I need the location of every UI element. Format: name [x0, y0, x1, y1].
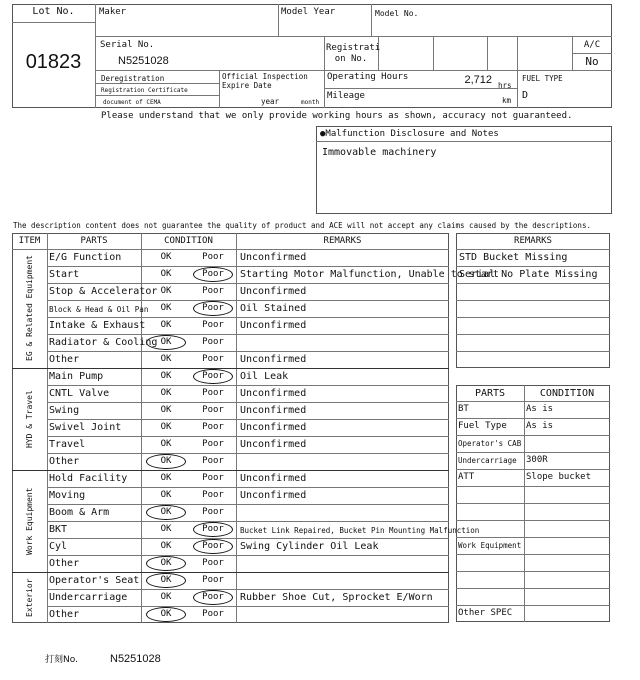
remark: Unconfirmed: [240, 473, 307, 484]
poor-option: Poor: [202, 473, 224, 483]
inspection-divider: [219, 70, 220, 108]
header-row1-divider: [95, 36, 612, 37]
poor-option: Poor: [202, 439, 224, 449]
mileage-label: Mileage: [327, 91, 365, 101]
part-name: Stop & Accelerator: [49, 286, 158, 297]
row-divider: [456, 605, 610, 606]
poor-option: Poor: [202, 303, 224, 313]
part-name: Hold Facility: [49, 473, 128, 484]
reg-divider-1: [378, 36, 379, 70]
ok-option: OK: [160, 541, 172, 551]
part-name: Other: [49, 558, 80, 569]
ok-option: OK: [160, 575, 172, 585]
maker-divider: [278, 4, 279, 36]
ok-option: OK: [160, 252, 172, 262]
op-hours-label: Operating Hours: [327, 72, 409, 82]
row-divider: [456, 588, 610, 589]
poor-circle-mark: [193, 539, 233, 554]
row-divider: [47, 606, 449, 607]
part-name: CNTL Valve: [49, 388, 110, 399]
remarks-header: REMARKS: [514, 236, 552, 246]
row-divider: [456, 469, 610, 470]
stamp-value: N5251028: [110, 653, 161, 665]
part-name: Moving: [49, 490, 86, 501]
poor-circle-mark: [193, 301, 233, 316]
lot-label-divider: [12, 22, 95, 23]
serial-value: N5251028: [118, 55, 169, 67]
remark: Unconfirmed: [240, 439, 307, 450]
row-divider: [456, 486, 610, 487]
poor-option: Poor: [202, 286, 224, 296]
header-row2-divider: [95, 70, 612, 71]
hours-divider: [324, 88, 517, 89]
ok-option: OK: [160, 320, 172, 330]
part-name: Block & Head & Oil Pan: [49, 305, 149, 314]
part-name: Radiator & Cooling: [49, 337, 158, 348]
maker-label: Maker: [99, 7, 127, 17]
malfunction-text: Immovable machinery: [322, 147, 437, 158]
ok-option: OK: [160, 337, 172, 347]
lot-label: Lot No.: [32, 6, 75, 17]
part-condition: As is: [526, 421, 554, 431]
remark: Swing Cylinder Oil Leak: [240, 541, 379, 552]
column-divider: [236, 233, 237, 623]
poor-option: Poor: [202, 354, 224, 364]
row-divider: [456, 520, 610, 521]
lot-divider: [95, 4, 96, 108]
reg-cert-label: Registration Certificate: [101, 87, 188, 94]
poor-option: Poor: [202, 337, 224, 347]
poor-circle-mark: [193, 267, 233, 282]
reg-divider-3: [487, 36, 488, 70]
row-divider: [47, 521, 449, 522]
malfunction-title: ●Malfunction Disclosure and Notes: [320, 129, 499, 139]
poor-option: Poor: [202, 456, 224, 466]
part-name: E/G Function: [49, 252, 122, 263]
ac-label: A/C: [583, 40, 601, 50]
ok-circle-mark: [146, 607, 186, 622]
ok-option: OK: [160, 456, 172, 466]
remark: STD Bucket Missing: [459, 252, 568, 263]
remark: Starting Motor Malfunction, Unable to start: [240, 269, 499, 280]
dereg-label: Deregistration: [101, 74, 165, 83]
row-divider: [47, 385, 449, 386]
ok-option: OK: [160, 354, 172, 364]
header-divider: [12, 249, 449, 250]
row-divider: [47, 504, 449, 505]
year-label: year: [261, 97, 280, 106]
part-condition: 300R: [526, 455, 548, 465]
row-divider: [456, 351, 610, 352]
poor-circle-mark: [193, 590, 233, 605]
part-name: Undercarriage: [49, 592, 128, 603]
part-name: Other: [49, 456, 80, 467]
part-name: Other: [49, 609, 80, 620]
disclaimer: The description content does not guarantee the quality of product and ACE will not accept any claims caused by the descriptions.: [13, 221, 591, 230]
ok-circle-mark: [146, 454, 186, 469]
part-name: Boom & Arm: [49, 507, 110, 518]
poor-option: Poor: [202, 320, 224, 330]
row-divider: [47, 453, 449, 454]
part-name: Other: [49, 354, 80, 365]
remark: Unconfirmed: [240, 388, 307, 399]
remarks-header: REMARKS: [323, 236, 362, 246]
model-year-divider: [371, 4, 372, 36]
row-divider: [47, 419, 449, 420]
poor-option: Poor: [202, 269, 224, 279]
group-label: Work Equipment: [25, 487, 34, 555]
part-name: Travel: [49, 439, 86, 450]
poor-option: Poor: [202, 405, 224, 415]
row-divider: [456, 435, 610, 436]
ok-option: OK: [160, 286, 172, 296]
fuel-value: D: [522, 90, 529, 101]
ok-circle-mark: [146, 556, 186, 571]
ok-option: OK: [160, 473, 172, 483]
row-divider: [456, 503, 610, 504]
remark: Serial No Plate Missing: [459, 269, 598, 280]
row-divider: [456, 266, 610, 267]
row-divider: [456, 418, 610, 419]
op-hours-value: 2,712: [464, 74, 492, 86]
group-divider: [12, 368, 449, 369]
row-divider: [47, 538, 449, 539]
ok-option: OK: [160, 303, 172, 313]
ok-option: OK: [160, 405, 172, 415]
condition-header: CONDITION: [539, 388, 595, 399]
inspection-label: Official Inspection Expire Date: [222, 72, 308, 90]
row-divider: [456, 334, 610, 335]
row-divider: [456, 537, 610, 538]
remark: Unconfirmed: [240, 422, 307, 433]
part-name: Undercarriage: [458, 456, 517, 465]
row-divider: [456, 571, 610, 572]
row-divider: [456, 283, 610, 284]
ok-option: OK: [160, 524, 172, 534]
remark: Unconfirmed: [240, 286, 307, 297]
poor-option: Poor: [202, 371, 224, 381]
cema-label: document of CEMA: [103, 99, 161, 106]
part-name: BT: [458, 404, 469, 414]
ok-option: OK: [160, 439, 172, 449]
group-divider: [12, 470, 449, 471]
remark: Bucket Link Repaired, Bucket Pin Mounting Malfunction: [240, 526, 480, 535]
serial-divider: [324, 36, 325, 108]
remark: Unconfirmed: [240, 405, 307, 416]
ok-option: OK: [160, 609, 172, 619]
row-divider: [47, 300, 449, 301]
poor-option: Poor: [202, 558, 224, 568]
poor-option: Poor: [202, 422, 224, 432]
part-name: Start: [49, 269, 80, 280]
remark: Unconfirmed: [240, 490, 307, 501]
group-divider: [12, 572, 449, 573]
fuel-label: FUEL TYPE: [522, 74, 563, 83]
parts-header: PARTS: [80, 236, 108, 246]
part-name: Operator's Seat: [49, 575, 140, 586]
row-divider: [47, 402, 449, 403]
part-name: ATT: [458, 472, 475, 482]
remark: Unconfirmed: [240, 252, 307, 263]
ok-option: OK: [160, 388, 172, 398]
ok-option: OK: [160, 269, 172, 279]
reg-divider-2: [433, 36, 434, 70]
group-label: HYD & Travel: [25, 390, 34, 448]
ok-option: OK: [160, 592, 172, 602]
km-unit: km: [502, 96, 512, 105]
part-name: Other SPEC: [458, 608, 513, 618]
ok-option: OK: [160, 371, 172, 381]
part-name: Intake & Exhaust: [49, 320, 146, 331]
poor-option: Poor: [202, 388, 224, 398]
reg-divider-4: [517, 36, 518, 108]
part-name: Main Pump: [49, 371, 104, 382]
poor-circle-mark: [193, 369, 233, 384]
row-divider: [47, 589, 449, 590]
ok-option: OK: [160, 507, 172, 517]
model-year-label: Model Year: [281, 7, 336, 17]
ok-circle-mark: [146, 505, 186, 520]
row-divider: [47, 436, 449, 437]
poor-option: Poor: [202, 575, 224, 585]
ac-value: No: [585, 55, 599, 68]
item-header: ITEM: [18, 236, 41, 246]
row-divider: [47, 487, 449, 488]
ok-circle-mark: [146, 573, 186, 588]
row-divider: [47, 283, 449, 284]
part-name: Swivel Joint: [49, 422, 122, 433]
part-condition: As is: [526, 404, 554, 414]
hours-notice: Please understand that we only provide working hours as shown, accuracy not guaranteed.: [101, 111, 573, 121]
part-name: Work Equipment: [458, 541, 522, 550]
ok-circle-mark: [146, 335, 186, 350]
ok-option: OK: [160, 422, 172, 432]
model-no-label: Model No.: [375, 9, 419, 18]
group-label: EG & Related Equipment: [25, 255, 34, 362]
poor-option: Poor: [202, 592, 224, 602]
ok-option: OK: [160, 490, 172, 500]
part-name: Operator's CAB: [458, 439, 522, 448]
row-divider: [47, 351, 449, 352]
serial-label: Serial No.: [100, 40, 155, 50]
row-divider: [47, 317, 449, 318]
column-divider: [47, 233, 48, 623]
group-label: Exterior: [25, 578, 34, 617]
month-label: month: [301, 99, 320, 106]
part-name: Fuel Type: [458, 421, 507, 431]
poor-option: Poor: [202, 541, 224, 551]
poor-option: Poor: [202, 609, 224, 619]
row-divider: [456, 249, 610, 250]
row-divider: [47, 555, 449, 556]
part-name: BKT: [49, 524, 68, 535]
row-divider: [47, 334, 449, 335]
poor-option: Poor: [202, 252, 224, 262]
row-divider: [456, 452, 610, 453]
remark: Oil Leak: [240, 371, 289, 382]
registration-label: Registrati on No.: [326, 43, 381, 64]
row-divider: [456, 401, 610, 402]
part-name: Swing: [49, 405, 80, 416]
stamp-label: 打刻No.: [45, 655, 78, 665]
condition-header: CONDITION: [164, 236, 213, 246]
poor-option: Poor: [202, 524, 224, 534]
part-condition: Slope bucket: [526, 472, 592, 482]
parts-header: PARTS: [474, 388, 506, 399]
remark: Rubber Shoe Cut, Sprocket E/Worn: [240, 592, 433, 603]
remark: Unconfirmed: [240, 320, 307, 331]
poor-option: Poor: [202, 507, 224, 517]
ok-option: OK: [160, 558, 172, 568]
row-divider: [456, 300, 610, 301]
malfunction-title-divider: [316, 141, 612, 142]
row-divider: [456, 317, 610, 318]
hrs-unit: hrs: [498, 81, 512, 90]
part-name: Cyl: [49, 541, 68, 552]
remark: Oil Stained: [240, 303, 307, 314]
row-divider: [456, 554, 610, 555]
row-divider: [47, 266, 449, 267]
ac-label-divider: [572, 53, 612, 54]
lot-number: 01823: [25, 51, 82, 73]
poor-circle-mark: [193, 522, 233, 537]
poor-option: Poor: [202, 490, 224, 500]
remark: Unconfirmed: [240, 354, 307, 365]
